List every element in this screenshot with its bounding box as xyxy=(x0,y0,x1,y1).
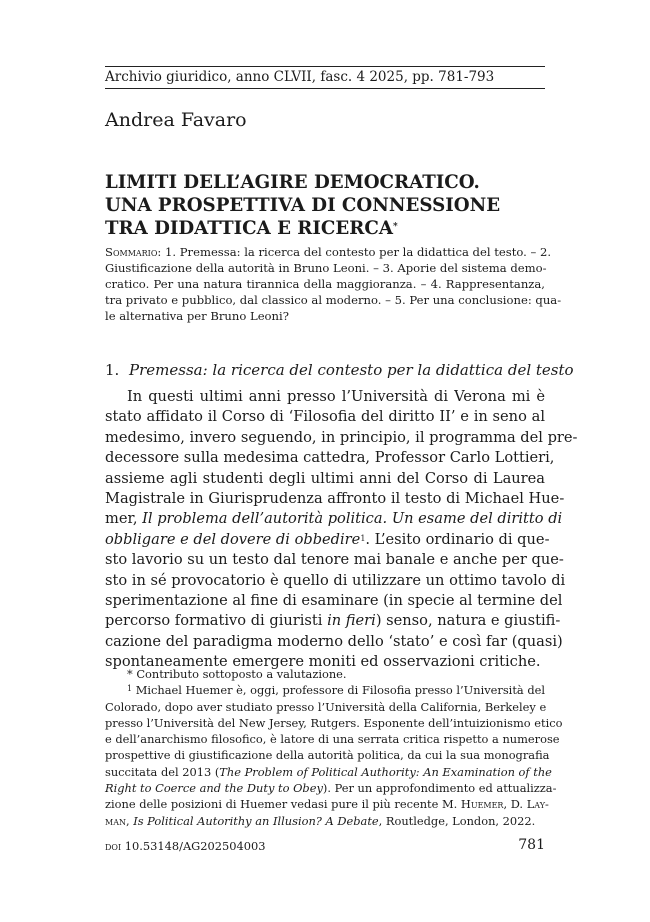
footnote-line: presso l’Università del New Jersey, Rutgers. Esponente dell’intuizionismo etico xyxy=(105,715,563,730)
journal-page xyxy=(105,0,578,922)
body-line: sperimentazione al fine di esaminare (in specie al termine del xyxy=(105,592,563,610)
footnote-line: prospettive di giustificazione della autorità politica, da cui la sua monografia xyxy=(105,748,550,763)
body-line: mer, Il problema dell’autorità politica. Un esame del diritto di xyxy=(105,510,563,528)
footnote-line: Right to Coerce and the Duty to Obey). Per un approfondimento ed attualizza- xyxy=(105,781,557,796)
book-title-italic: obbligare e del dovere di obbedire xyxy=(105,530,361,548)
body-line: assieme agli studenti degli ultimi anni del Corso di Laurea xyxy=(105,469,545,487)
footnote-star: * Contributo sottoposto a valutazione. xyxy=(127,667,347,681)
section-title: Premessa: la ricerca del contesto per la didattica del testo xyxy=(129,361,574,379)
body-line: In questi ultimi anni presso l’Università di Verona mi è xyxy=(127,388,545,405)
title-line: UNA PROSPETTIVA DI CONNESSIONE xyxy=(105,195,501,216)
header-rule-bottom xyxy=(105,88,545,89)
summary-label: Sommario: xyxy=(105,245,162,259)
body-line: sto in sé provocatorio è quello di utilizzare un ottimo tavolo di xyxy=(105,571,566,589)
section-heading xyxy=(105,360,574,380)
body-line: spontaneamente emergere moniti ed osservazioni critiche. xyxy=(105,653,541,671)
body-text xyxy=(105,387,578,673)
footnote-ref[interactable]: 1 xyxy=(360,533,366,543)
footnote-line: man, Is Political Autorithy an Illusion? A Debate, Routledge, London, 2022. xyxy=(105,813,536,828)
body-line: decessore sulla medesima cattedra, Professor Carlo Lottieri, xyxy=(105,449,555,467)
summary xyxy=(105,244,562,324)
doi-value: 10.53148/AG202504003 xyxy=(124,839,266,853)
body-line: obbligare e del dovere di obbedire$^1$. L’esito ordinario di que- xyxy=(105,530,550,548)
footnote-number: 1 xyxy=(127,684,133,694)
summary-line: Sommario: 1. Premessa: la ricerca del contesto per la didattica del testo. – 2. xyxy=(105,245,552,259)
footnote-line: succitata del 2013 (The Problem of Political Authority: An Examination of the xyxy=(105,764,552,779)
summary-line: Giustificazione della autorità in Bruno Leoni. – 3. Aporie del sistema demo- xyxy=(105,261,547,276)
footnotes xyxy=(105,666,563,829)
title-line: LIMITI DELL’AGIRE DEMOCRATICO. xyxy=(105,172,480,193)
summary-line: tra privato e pubblico, dal classico al moderno. – 5. Per una conclusione: qua- xyxy=(105,293,562,308)
body-line: percorso formativo di giuristi in fieri) senso, natura e giustifi- xyxy=(105,612,561,630)
book-title-italic: Il problema dell’autorità politica. Un esame del diritto di xyxy=(142,510,563,528)
body-line: sto lavorio su un testo dal tenore mai banale e anche per que- xyxy=(105,551,564,569)
footnote-line: $^1$ Michael Huemer è, oggi, professore di Filosofia presso l’Università del xyxy=(127,683,545,698)
footnote-line: zione delle posizioni di Huemer vedasi pure il più recente M. Huemer, D. Lay- xyxy=(105,797,549,812)
footnote-line: Colorado, dopo aver studiato presso l’Università della California, Berkeley e xyxy=(105,699,547,714)
body-line: medesimo, invero seguendo, in principio, il programma del pre- xyxy=(105,428,578,446)
doi: doi 10.53148/AG202504003 xyxy=(105,839,266,853)
footnote-line: e dell’anarchismo filosofico, è latore di una serrata critica rispetto a numerose xyxy=(105,732,560,747)
title-line: TRA DIDATTICA E RICERCA* xyxy=(105,218,398,239)
summary-line: le alternativa per Bruno Leoni? xyxy=(105,309,289,324)
body-line: cazione del paradigma moderno dello ‘stato’ e così far (quasi) xyxy=(105,632,563,650)
title-note-mark: * xyxy=(392,222,398,232)
running-head: Archivio giuridico, anno CLVII, fasc. 4 2025, pp. 781-793 xyxy=(105,69,495,85)
page-number: 781 xyxy=(518,837,545,853)
summary-line: cratico. Per una natura tirannica della maggioranza. – 4. Rappresentanza, xyxy=(105,277,545,292)
section-number: 1. xyxy=(105,361,120,379)
author-name: Andrea Favaro xyxy=(105,109,247,131)
header-rule-top xyxy=(105,66,545,67)
body-line: stato affidato il Corso di ‘Filosofia del diritto II’ e in seno al xyxy=(105,408,545,426)
article-title xyxy=(105,171,545,240)
body-line: Magistrale in Giurisprudenza affronto il testo di Michael Hue- xyxy=(105,490,565,508)
